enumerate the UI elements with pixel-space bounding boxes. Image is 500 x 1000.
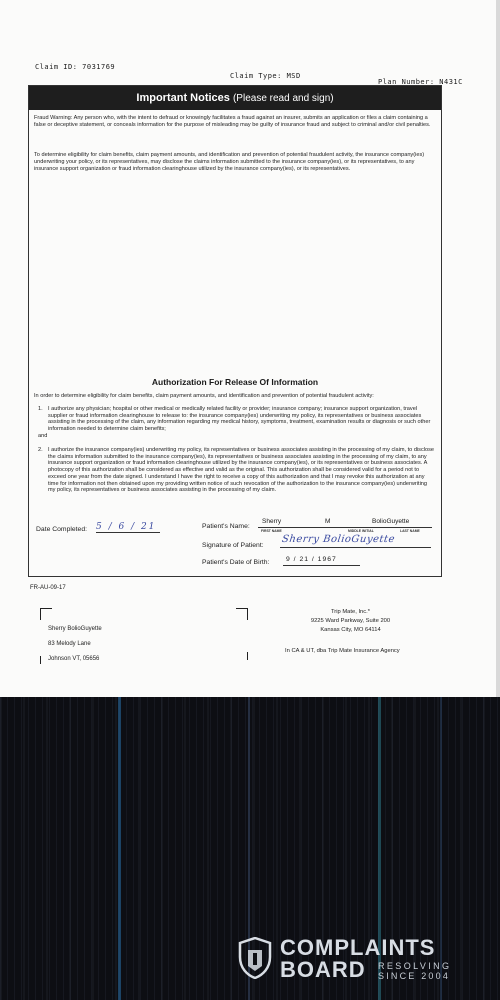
patient-name-line: [258, 527, 432, 528]
form-number: FR-AU-09-17: [30, 585, 66, 591]
last-name-caption: LAST NAME: [400, 529, 420, 533]
item-text: I authorize any physician; hospital or other medical or medically related facility or provider; insurance company; insurance support organization, travel supplier or fraud information clearinghouse to release to: the insurance company(ies) underwriting my policy, its representatives or business associates assisting in the processing of the claim, any information regarding my medical history, symptoms, treatment, examination results or diagnosis or such other information needed to determine claim benefits;: [48, 406, 431, 433]
company-note: In CA & UT, dba Trip Mate Insurance Agency: [285, 648, 400, 654]
address-window-corner: [40, 656, 41, 664]
watermark-word-complaints: COMPLAINTS: [280, 935, 436, 960]
page-edge: [496, 0, 500, 697]
patient-first-name: Sherry: [262, 518, 282, 525]
address-window-corner: [236, 608, 248, 620]
signature-line: [280, 547, 431, 548]
shield-icon: [238, 937, 272, 979]
item-text: I authorize the insurance company(ies) underwriting my policy, its representatives or business associates assisting in the processing of my claim, to disclose the claims information submitted to the insurance company(ies), its representatives or business associates assisting in the processing of my claim, to any insurance support organization or fraud information clearinghouse utilized by the insurance company(ies), or its representatives or business associates. A photocopy of this authorization shall be considered as effective and valid as the original. This authorization shall be considered valid for a period not to exceed one year from the date signed. I understand I have the right to receive a copy of this authorization and that I may revoke this authorization at any time for information not then obtained upon my providing written notice of such revocation of the authorization to the insurance company(ies) underwriting my policy, its representatives or business associates assisting in the processing of my claim.: [48, 447, 435, 494]
address-window-corner: [40, 608, 52, 620]
patient-signature: Sherry BolioGuyette: [281, 534, 396, 545]
fraud-warning-text: Fraud Warning: Any person who, with the intent to defraud or knowingly facilitates a fraud against an insurer, submits an application or files a claim containing a false or deceptive statement, or conceals information for the purpose of misleading may be guilty of insurance fraud and subject to criminal and/or civil penalties.: [34, 115, 431, 128]
watermark-tagline-2: SINCE 2004: [378, 971, 451, 981]
authorization-intro: In order to determine eligibility for claim benefits, claim payment amounts, and identification and prevention of potential fraudulent activity:: [34, 393, 374, 399]
complaints-board-watermark: [238, 935, 478, 983]
item-number: 1.: [38, 406, 43, 412]
notices-title-bar: [29, 86, 441, 110]
patient-name-label: Patient's Name:: [202, 523, 250, 530]
authorization-item-1: [38, 406, 436, 439]
recipient-street: 83 Melody Lane: [48, 641, 91, 647]
authorization-title: Authorization For Release Of Information: [151, 377, 319, 387]
claim-type: Claim Type: MSD: [230, 72, 301, 80]
signature-label: Signature of Patient:: [202, 542, 264, 549]
dob-line: [283, 565, 360, 566]
item-number: 2.: [38, 447, 43, 453]
patient-last-name: BolioGuyette: [372, 518, 410, 525]
plan-number: Plan Number: N431C: [378, 78, 463, 86]
eligibility-text: To determine eligibility for claim benefits, claim payment amounts, and identification and prevention of potential fraudulent activity, the insurance company(ies) underwriting your policy, or its representatives, may disclose the claims information submitted to the insurance company(ies), or its representatives, to any insurance support organization or fraud information clearinghouse utilized by the insurance company(ies), or its representatives.: [34, 152, 425, 172]
address-window-corner: [247, 652, 248, 660]
company-street: 9225 Ward Parkway, Suite 200: [310, 618, 391, 624]
recipient-city: Johnson VT, 05656: [48, 656, 100, 662]
company-city: Kansas City, MO 64114: [320, 627, 381, 633]
date-completed-label: Date Completed:: [36, 526, 88, 533]
dob-label: Patient's Date of Birth:: [202, 559, 270, 566]
company-name: Trip Mate, Inc.*: [330, 609, 371, 615]
scan-streak: [118, 690, 121, 1000]
date-completed-value: 5 / 6 / 21: [96, 522, 160, 533]
watermark-word-board: BOARD: [280, 957, 366, 982]
notices-title-sub: (Please read and sign): [232, 93, 334, 104]
middle-initial-caption: MIDDLE INITIAL: [348, 529, 374, 533]
and-text: and: [38, 432, 48, 439]
first-name-caption: FIRST NAME: [261, 529, 282, 533]
watermark-tagline-1: RESOLVING: [378, 961, 452, 971]
authorization-item-2: [38, 447, 436, 494]
dob-value: 9 / 21 / 1967: [286, 556, 337, 563]
claim-id: Claim ID: 7031769: [35, 63, 116, 71]
notices-form-frame: [28, 85, 442, 577]
patient-middle-initial: M: [325, 518, 331, 525]
notices-title: Important Notices: [136, 92, 230, 104]
recipient-name: Sherry BolioGuyette: [48, 626, 102, 632]
